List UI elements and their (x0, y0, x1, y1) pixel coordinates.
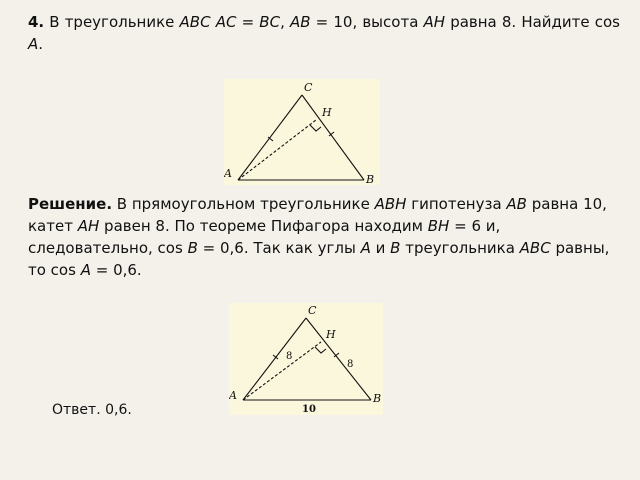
problem-text: = 10, высота (310, 13, 424, 31)
var-bh: BH (427, 217, 450, 235)
problem-text: , (280, 13, 290, 31)
point-label-h: H (326, 328, 336, 341)
problem-statement (28, 11, 620, 55)
vertex-label-c: C (304, 81, 313, 94)
vertex-label-a: A (229, 389, 237, 402)
var-abc: ABC (179, 13, 211, 31)
var-abh: ABH (374, 195, 407, 213)
side-bc (302, 95, 364, 180)
right-angle-mark (310, 125, 321, 131)
var-a: A (80, 261, 91, 279)
right-angle-mark (315, 347, 326, 353)
length-label-ab: 10 (302, 404, 316, 415)
triangle-figure-2 (229, 303, 383, 415)
problem-number: 4. (28, 13, 45, 31)
vertex-label-b: B (373, 392, 382, 405)
var-abc: ABC (519, 239, 551, 257)
var-ab: AB (289, 13, 311, 31)
length-label-bh: 8 (347, 359, 354, 370)
var-bc: BC (259, 13, 281, 31)
solution-text-part: треугольника (400, 239, 520, 257)
var-a: A (360, 239, 371, 257)
problem-text: равна 8. Найдите cos (445, 13, 620, 31)
side-ac (238, 95, 302, 180)
problem-text: = (236, 13, 260, 31)
triangle-diagram-1 (224, 79, 380, 185)
var-ac: AC (215, 13, 237, 31)
var-b: B (390, 239, 401, 257)
solution-text-part: равна 10, катет (28, 195, 607, 235)
var-ah: AH (77, 217, 100, 235)
triangle-figure-1 (224, 79, 380, 185)
var-a: A (28, 35, 39, 53)
solution-text-part: = 6 и, следовательно, cos (28, 217, 501, 257)
problem-text: . (38, 35, 44, 53)
vertex-label-c: C (308, 304, 317, 317)
solution-text-part: равен 8. По теореме Пифагора находим (99, 217, 428, 235)
point-label-h: H (322, 106, 332, 119)
solution-text-part: гипотенуза (406, 195, 507, 213)
var-ah: AH (423, 13, 446, 31)
answer-text: Ответ. 0,6. (52, 402, 132, 418)
solution-text-part: = 0,6. (90, 261, 142, 279)
vertex-label-a: A (224, 167, 232, 180)
solution-text-part: В прямоугольном треугольнике (112, 195, 375, 213)
solution-heading: Решение. (28, 195, 113, 213)
problem-text: В треугольнике (44, 13, 180, 31)
solution-text-part: = 0,6. Так как углы (197, 239, 361, 257)
triangle-diagram-2 (229, 303, 383, 415)
solution-text-part: равны, то cos (28, 239, 610, 279)
side-bc (306, 318, 371, 400)
vertex-label-b: B (366, 173, 375, 185)
var-b: B (187, 239, 198, 257)
length-label-ah: 8 (286, 351, 293, 362)
solution-text (28, 193, 620, 281)
side-ac (243, 318, 306, 400)
solution-text-part: и (370, 239, 391, 257)
var-ab: AB (506, 195, 527, 213)
altitude-ah (243, 342, 321, 400)
